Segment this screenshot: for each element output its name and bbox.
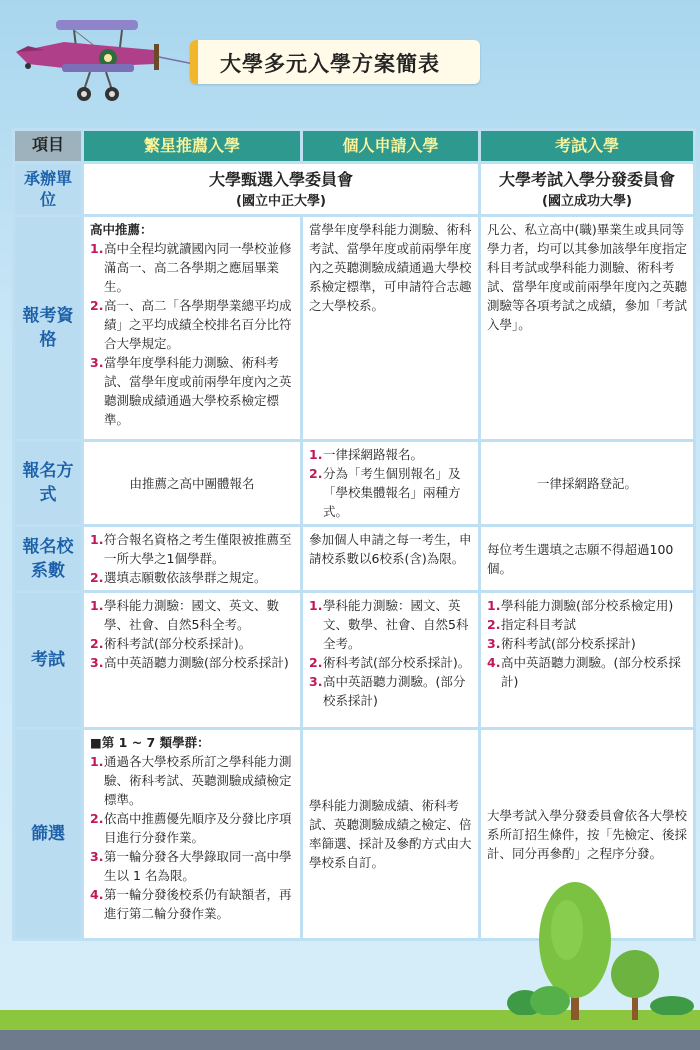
- list-item: 4. 高中英語聽力測驗。(部分校系採計): [487, 655, 681, 689]
- list-item: 1. 學科能力測驗：國文、英文、數學、社會、自然5科全考。: [309, 598, 469, 651]
- tests-star-cell: [84, 593, 300, 727]
- list-item: 2. 指定科目考試: [487, 617, 577, 632]
- screening-personal-cell: 學科能力測驗成績、術科考試、英聽測驗成績之檢定、倍率篩選、採計及參酌方式由大學校系自訂。: [303, 730, 478, 938]
- list-item: 2. 術科考試(部分校系採計)。: [90, 636, 252, 651]
- tests-personal-cell: [303, 593, 478, 727]
- list-item: 1. 學科能力測驗：國文、英文、數學、社會、自然5科全考。: [90, 598, 280, 632]
- column-header-star: 繁星推薦入學: [84, 131, 300, 161]
- departments-star-list: [90, 530, 294, 587]
- organizer-exam-cell: [481, 164, 693, 214]
- list-item: 1. 符合報名資格之考生僅限被推薦至一所大學之1個學群。: [90, 532, 292, 566]
- tests-star-list: [90, 596, 294, 672]
- registration-star-cell: 由推薦之高中團體報名: [84, 442, 300, 524]
- admission-table-container: [12, 128, 690, 941]
- organizer-joint-school: (國立中正大學): [236, 193, 326, 209]
- registration-personal-list: [309, 445, 472, 521]
- table-row-registration: [15, 442, 693, 524]
- registration-personal-cell: [303, 442, 478, 524]
- row-label-registration: 報名方式: [15, 442, 81, 524]
- row-label-eligibility: 報考資格: [15, 217, 81, 439]
- row-label-organizer: 承辦單位: [15, 164, 81, 214]
- eligibility-exam-cell: 凡公、私立高中(職)畢業生或具同等學力者，均可以其參加該學年度指定科目考試或學科能力測驗、術科考試、當學年度或前兩學年度內之英聽測驗等各項考試之成績，參加「考試入學」。: [481, 217, 693, 439]
- list-item: 3. 高中英語聽力測驗(部分校系採計): [90, 655, 289, 670]
- eligibility-star-heading: 高中推薦：: [90, 222, 153, 237]
- column-header-personal: 個人申請入學: [303, 131, 478, 161]
- list-item: 1. 學科能力測驗(部分校系檢定用): [487, 598, 674, 613]
- row-label-tests: 考試: [15, 593, 81, 727]
- departments-star-cell: [84, 527, 300, 590]
- list-item: 2. 分為「考生個別報名」及「學校集體報名」兩種方式。: [309, 466, 461, 519]
- table-row-organizer: [15, 164, 693, 214]
- admission-table: [12, 128, 696, 941]
- departments-personal-cell: 參加個人申請之每一考生，申請校系數以6校系(含)為限。: [303, 527, 478, 590]
- tests-personal-list: [309, 596, 472, 710]
- tests-exam-list: [487, 596, 687, 691]
- list-item: 4. 第一輪分發後校系仍有缺額者，再進行第二輪分發作業。: [90, 887, 292, 921]
- list-item: 2. 術科考試(部分校系採計)。: [309, 655, 471, 670]
- list-item: 1. 高中全程均就讀國內同一學校並修滿高一、高二各學期之應屆畢業生。: [90, 241, 292, 294]
- banner-accent: [190, 40, 198, 84]
- biplane-illustration: [4, 6, 199, 104]
- row-label-screening: 篩選: [15, 730, 81, 938]
- bush-right-illustration: [648, 993, 696, 1015]
- list-item: 1. 一律採網路報名。: [309, 447, 424, 462]
- departments-exam-cell: 每位考生選填之志願不得超過100個。: [481, 527, 693, 590]
- list-item: 3. 高中英語聽力測驗。(部分校系採計): [309, 674, 466, 708]
- header: [0, 0, 700, 115]
- table-row-departments: [15, 527, 693, 590]
- eligibility-personal-cell: 當學年度學科能力測驗、術科考試、當學年度或前兩學年度內之英聽測驗成績通過大學校系檢定標準，可申請符合志趣之大學校系。: [303, 217, 478, 439]
- column-header-item: 項目: [15, 131, 81, 161]
- list-item: 2. 高一、高二「各學期學業總平均成績」之平均成績全校排名百分比符合大學規定。: [90, 298, 292, 351]
- page-title: 大學多元入學方案簡表: [220, 52, 440, 76]
- tests-exam-cell: [481, 593, 693, 727]
- list-item: 1. 通過各大學校系所訂之學科能力測驗、術科考試、英聽測驗成績檢定標準。: [90, 754, 292, 807]
- list-item: 2. 依高中推薦優先順序及分發比序項目進行分發作業。: [90, 811, 292, 845]
- list-item: 3. 當學年度學科能力測驗、術科考試、當學年度或前兩學年度內之英聽測驗成績通過大學校系檢定標準。: [90, 355, 292, 427]
- list-item: 3. 術科考試(部分校系採計): [487, 636, 636, 651]
- eligibility-star-cell: [84, 217, 300, 439]
- road-strip: [0, 1030, 700, 1050]
- bush-illustration: [505, 985, 575, 1015]
- list-item: 3. 第一輪分發各大學錄取同一高中學生以 1 名為限。: [90, 849, 292, 883]
- column-header-exam: 考試入學: [481, 131, 693, 161]
- screening-star-heading: ■第 1 ~ 7 類學群：: [90, 735, 210, 750]
- table-row-eligibility: [15, 217, 693, 439]
- eligibility-star-list: [90, 239, 294, 429]
- row-label-departments: 報名校系數: [15, 527, 81, 590]
- organizer-joint-name: 大學甄選入學委員會: [208, 169, 353, 189]
- screening-star-cell: [84, 730, 300, 938]
- registration-exam-cell: 一律採網路登記。: [481, 442, 693, 524]
- organizer-joint-cell: [84, 164, 478, 214]
- screening-exam-cell: 大學考試入學分發委員會依各大學校系所訂招生條件，按「先檢定、後採計、同分再參酌」之程序分發。: [481, 730, 693, 938]
- organizer-exam-name: 大學考試入學分發委員會: [498, 169, 675, 189]
- organizer-exam-school: (國立成功大學): [542, 193, 632, 209]
- table-header-row: [15, 131, 693, 161]
- title-banner: [190, 40, 480, 84]
- list-item: 2. 選填志願數依該學群之規定。: [90, 570, 267, 585]
- table-row-tests: [15, 593, 693, 727]
- screening-star-list: [90, 752, 294, 923]
